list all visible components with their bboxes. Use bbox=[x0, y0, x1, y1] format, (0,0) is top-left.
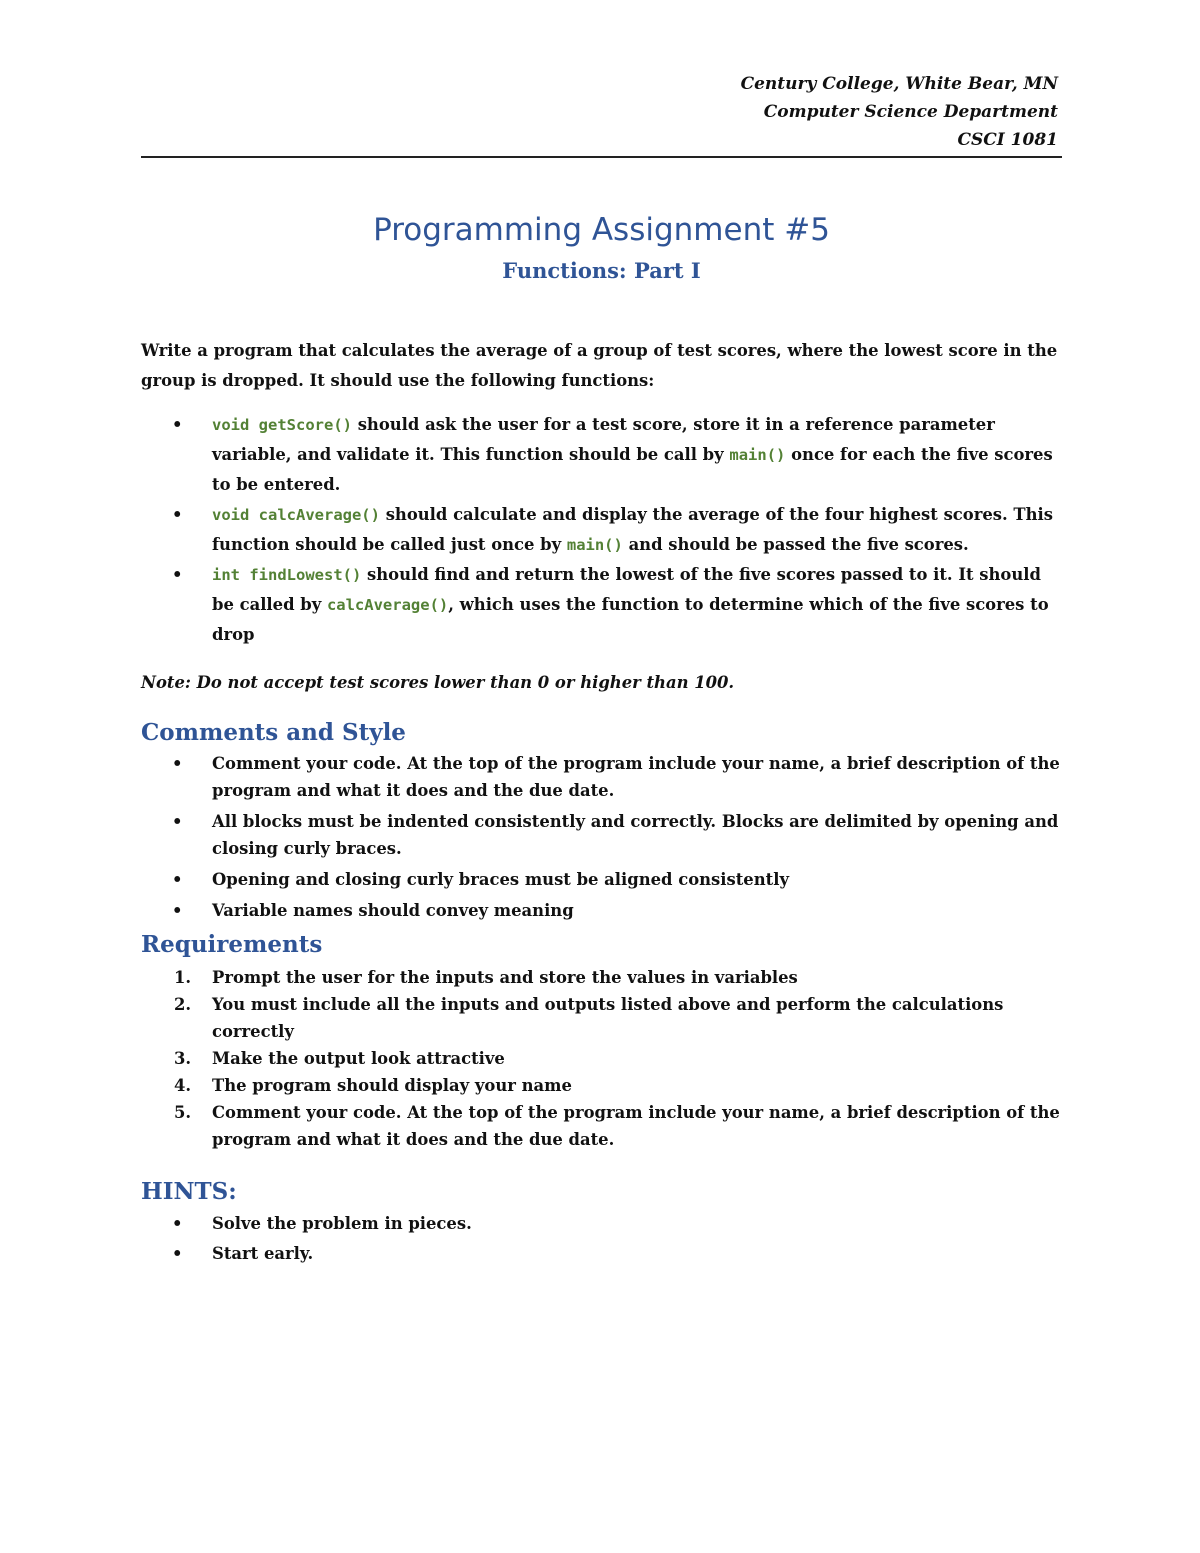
bullet-icon: • bbox=[172, 505, 183, 524]
list-item-text: Variable names should convey meaning bbox=[212, 901, 574, 920]
list-item-text: Prompt the user for the inputs and store the values in variables bbox=[212, 968, 798, 987]
list-item-text: Comment your code. At the top of the program include your name, a brief description of the program and what it does and the due date. bbox=[212, 1103, 1060, 1149]
list-item bbox=[141, 1209, 1062, 1239]
list-item-text: You must include all the inputs and outputs listed above and perform the calculations correctly bbox=[212, 995, 1004, 1041]
item-number: 2. bbox=[174, 995, 192, 1014]
function-list bbox=[141, 410, 1062, 650]
bullet-icon: • bbox=[172, 565, 183, 584]
list-item bbox=[141, 500, 1062, 560]
function-description-end: once for each the five scores to be entered. bbox=[212, 445, 1053, 494]
list-item bbox=[141, 964, 1062, 991]
bullet-icon: • bbox=[172, 1214, 183, 1233]
function-description-end: and should be passed the five scores. bbox=[622, 535, 969, 554]
requirements-list bbox=[141, 964, 1062, 1153]
hints-heading: HINTS: bbox=[141, 1178, 237, 1205]
function-description-end: , which uses the function to determine which of the five scores to drop bbox=[212, 595, 1049, 644]
list-item-text: Solve the problem in pieces. bbox=[212, 1214, 472, 1233]
list-item-text: Start early. bbox=[212, 1244, 314, 1263]
list-item bbox=[141, 1072, 1062, 1099]
list-item bbox=[141, 1099, 1062, 1153]
bullet-icon: • bbox=[172, 812, 183, 831]
bullet-icon: • bbox=[172, 870, 183, 889]
list-item bbox=[141, 410, 1062, 500]
item-number: 4. bbox=[174, 1076, 192, 1095]
function-signature: void getScore() bbox=[212, 416, 352, 434]
note-text: Note: Do not accept test scores lower than 0 or higher than 100. bbox=[141, 673, 735, 692]
list-item-text: All blocks must be indented consistently and correctly. Blocks are delimited by opening and closing curly braces. bbox=[212, 812, 1059, 858]
function-description: should calculate and display the average of the four highest scores. This function should be called just once by bbox=[212, 505, 1053, 554]
function-signature: int findLowest() bbox=[212, 566, 362, 584]
header-course: CSCI 1081 bbox=[957, 130, 1058, 150]
document-header bbox=[141, 70, 1062, 154]
bullet-icon: • bbox=[172, 1244, 183, 1263]
list-item bbox=[141, 991, 1062, 1045]
function-signature: void calcAverage() bbox=[212, 506, 380, 524]
hints-list bbox=[141, 1209, 1062, 1269]
document-title: Programming Assignment #5 bbox=[373, 212, 830, 248]
function-description: should ask the user for a test score, store it in a reference parameter variable, and validate it. This function should be call by bbox=[212, 415, 995, 464]
function-reference: main() bbox=[729, 446, 786, 464]
list-item bbox=[141, 750, 1062, 804]
intro-paragraph: Write a program that calculates the average of a group of test scores, where the lowest score in the group is dropped. It should use the following functions: bbox=[141, 341, 1058, 390]
header-divider bbox=[141, 156, 1062, 158]
document-page bbox=[141, 70, 1062, 1269]
header-college: Century College, White Bear, MN bbox=[740, 74, 1058, 94]
function-description: should find and return the lowest of the five scores passed to it. It should be called by bbox=[212, 565, 1041, 614]
item-number: 1. bbox=[174, 968, 192, 987]
list-item bbox=[141, 897, 1062, 924]
list-item-text: The program should display your name bbox=[212, 1076, 572, 1095]
header-department: Computer Science Department bbox=[763, 102, 1058, 122]
item-number: 5. bbox=[174, 1103, 192, 1122]
item-number: 3. bbox=[174, 1049, 192, 1068]
bullet-icon: • bbox=[172, 415, 183, 434]
bullet-icon: • bbox=[172, 901, 183, 920]
document-subtitle: Functions: Part I bbox=[502, 258, 701, 283]
list-item bbox=[141, 1239, 1062, 1269]
list-item bbox=[141, 560, 1062, 650]
function-reference: calcAverage() bbox=[326, 596, 449, 614]
list-item-text: Make the output look attractive bbox=[212, 1049, 505, 1068]
list-item bbox=[141, 1045, 1062, 1072]
list-item bbox=[141, 866, 1062, 893]
function-reference: main() bbox=[566, 536, 623, 554]
requirements-heading: Requirements bbox=[141, 931, 323, 958]
bullet-icon: • bbox=[172, 754, 183, 773]
list-item-text: Comment your code. At the top of the program include your name, a brief description of the program and what it does and the due date. bbox=[212, 754, 1060, 800]
comments-heading: Comments and Style bbox=[141, 719, 406, 746]
list-item bbox=[141, 808, 1062, 862]
comments-list bbox=[141, 750, 1062, 924]
list-item-text: Opening and closing curly braces must be aligned consistently bbox=[212, 870, 789, 889]
